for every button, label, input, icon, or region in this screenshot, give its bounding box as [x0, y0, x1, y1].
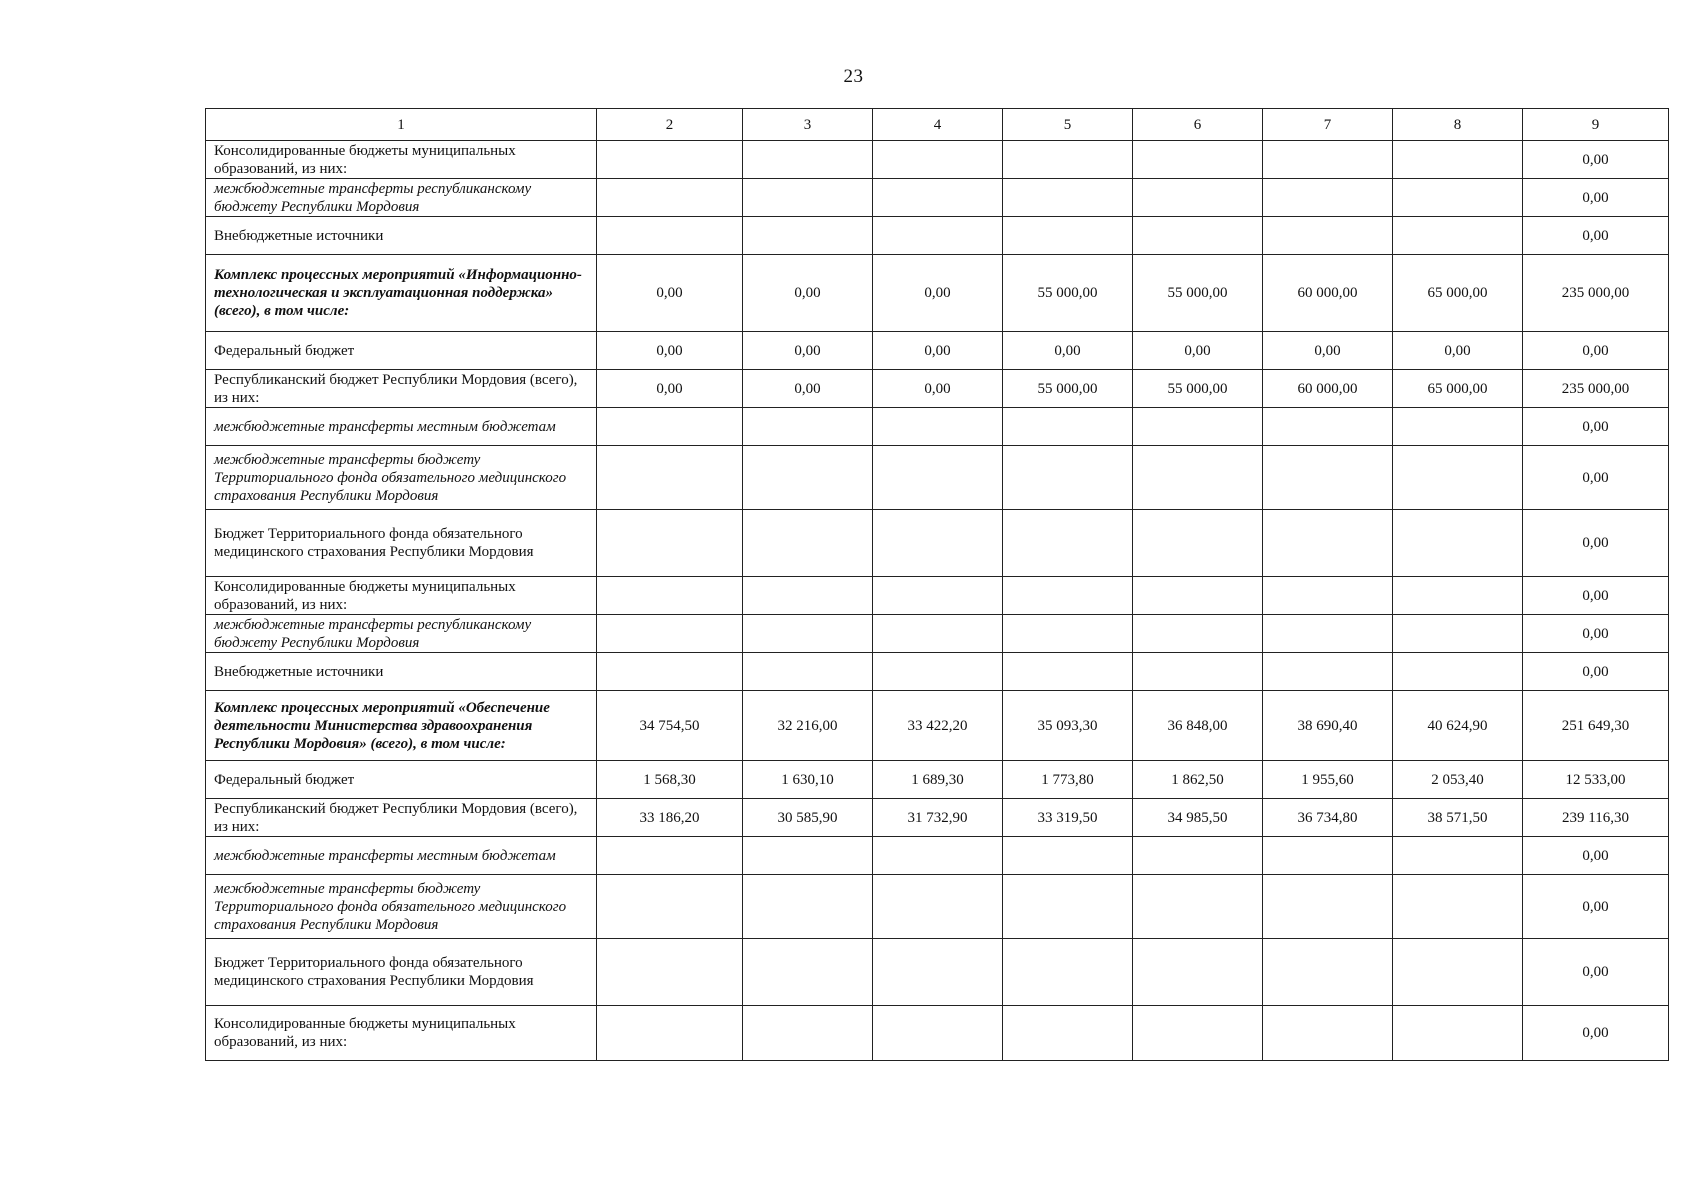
- value-cell-col-8: [1393, 837, 1523, 875]
- value-cell-col-8: [1393, 141, 1523, 179]
- table-row: [206, 939, 1669, 1006]
- value-cell-col-5: 0,00: [1003, 332, 1133, 370]
- column-header-9: 9: [1523, 109, 1669, 141]
- value-cell-col-9: 251 649,30: [1523, 691, 1669, 761]
- value-cell-col-8: [1393, 939, 1523, 1006]
- table-header: [206, 109, 1669, 141]
- value-cell-col-9: 0,00: [1523, 1006, 1669, 1061]
- row-label: межбюджетные трансферты республиканскому бюджету Республики Мордовия: [206, 179, 597, 217]
- value-cell-col-4: [873, 408, 1003, 446]
- value-cell-col-6: [1133, 615, 1263, 653]
- row-label: межбюджетные трансферты местным бюджетам: [206, 837, 597, 875]
- value-cell-col-3: [743, 217, 873, 255]
- value-cell-col-5: [1003, 837, 1133, 875]
- value-cell-col-5: [1003, 615, 1133, 653]
- value-cell-col-5: [1003, 179, 1133, 217]
- row-label: Федеральный бюджет: [206, 332, 597, 370]
- value-cell-col-6: 34 985,50: [1133, 799, 1263, 837]
- table-row: [206, 1006, 1669, 1061]
- table-row: [206, 577, 1669, 615]
- table-row: [206, 875, 1669, 939]
- value-cell-col-8: 65 000,00: [1393, 370, 1523, 408]
- value-cell-col-6: [1133, 446, 1263, 510]
- value-cell-col-4: [873, 446, 1003, 510]
- value-cell-col-7: [1263, 875, 1393, 939]
- column-header-7: 7: [1263, 109, 1393, 141]
- value-cell-col-7: [1263, 615, 1393, 653]
- table-row: [206, 370, 1669, 408]
- value-cell-col-3: [743, 577, 873, 615]
- value-cell-col-7: [1263, 217, 1393, 255]
- table-row: [206, 446, 1669, 510]
- value-cell-col-5: [1003, 577, 1133, 615]
- table-row: [206, 179, 1669, 217]
- budget-table: [205, 108, 1669, 1061]
- value-cell-col-2: [597, 408, 743, 446]
- value-cell-col-5: [1003, 446, 1133, 510]
- value-cell-col-8: [1393, 179, 1523, 217]
- value-cell-col-6: [1133, 510, 1263, 577]
- value-cell-col-4: [873, 837, 1003, 875]
- value-cell-col-2: 34 754,50: [597, 691, 743, 761]
- value-cell-col-5: [1003, 510, 1133, 577]
- value-cell-col-4: [873, 217, 1003, 255]
- value-cell-col-7: 38 690,40: [1263, 691, 1393, 761]
- value-cell-col-2: 0,00: [597, 255, 743, 332]
- value-cell-col-6: 55 000,00: [1133, 370, 1263, 408]
- value-cell-col-3: 0,00: [743, 332, 873, 370]
- value-cell-col-8: 2 053,40: [1393, 761, 1523, 799]
- value-cell-col-5: [1003, 653, 1133, 691]
- value-cell-col-9: 0,00: [1523, 408, 1669, 446]
- row-label: Бюджет Территориального фонда обязательного медицинского страхования Республики Мордовия: [206, 939, 597, 1006]
- value-cell-col-7: 60 000,00: [1263, 370, 1393, 408]
- row-label: Федеральный бюджет: [206, 761, 597, 799]
- value-cell-col-4: 31 732,90: [873, 799, 1003, 837]
- value-cell-col-3: [743, 408, 873, 446]
- value-cell-col-7: [1263, 446, 1393, 510]
- value-cell-col-6: 0,00: [1133, 332, 1263, 370]
- value-cell-col-6: [1133, 179, 1263, 217]
- table-body: [206, 141, 1669, 1061]
- value-cell-col-3: 0,00: [743, 255, 873, 332]
- table-row: [206, 615, 1669, 653]
- value-cell-col-5: [1003, 217, 1133, 255]
- value-cell-col-3: [743, 179, 873, 217]
- row-label: Республиканский бюджет Республики Мордовия (всего), из них:: [206, 799, 597, 837]
- value-cell-col-7: [1263, 141, 1393, 179]
- value-cell-col-5: [1003, 141, 1133, 179]
- column-header-8: 8: [1393, 109, 1523, 141]
- value-cell-col-2: [597, 837, 743, 875]
- value-cell-col-8: 40 624,90: [1393, 691, 1523, 761]
- value-cell-col-8: [1393, 217, 1523, 255]
- row-label: Внебюджетные источники: [206, 217, 597, 255]
- value-cell-col-4: [873, 939, 1003, 1006]
- value-cell-col-3: [743, 615, 873, 653]
- row-label: межбюджетные трансферты местным бюджетам: [206, 408, 597, 446]
- value-cell-col-8: [1393, 875, 1523, 939]
- value-cell-col-7: [1263, 408, 1393, 446]
- value-cell-col-8: 38 571,50: [1393, 799, 1523, 837]
- value-cell-col-6: [1133, 1006, 1263, 1061]
- value-cell-col-4: [873, 510, 1003, 577]
- value-cell-col-4: 33 422,20: [873, 691, 1003, 761]
- value-cell-col-8: [1393, 1006, 1523, 1061]
- row-label: Консолидированные бюджеты муниципальных образований, из них:: [206, 577, 597, 615]
- value-cell-col-2: [597, 653, 743, 691]
- value-cell-col-6: [1133, 653, 1263, 691]
- value-cell-col-7: [1263, 837, 1393, 875]
- row-label: Комплекс процессных мероприятий «Информационно-технологическая и эксплуатационная поддержка» (всего), в том числе:: [206, 255, 597, 332]
- value-cell-col-4: 1 689,30: [873, 761, 1003, 799]
- value-cell-col-9: 239 116,30: [1523, 799, 1669, 837]
- row-label: Консолидированные бюджеты муниципальных образований, из них:: [206, 141, 597, 179]
- value-cell-col-3: [743, 939, 873, 1006]
- value-cell-col-6: 55 000,00: [1133, 255, 1263, 332]
- value-cell-col-6: [1133, 939, 1263, 1006]
- table-row: [206, 799, 1669, 837]
- value-cell-col-3: [743, 141, 873, 179]
- value-cell-col-8: [1393, 408, 1523, 446]
- value-cell-col-2: [597, 141, 743, 179]
- value-cell-col-6: [1133, 408, 1263, 446]
- row-label: Республиканский бюджет Республики Мордовия (всего), из них:: [206, 370, 597, 408]
- table-row: [206, 691, 1669, 761]
- value-cell-col-7: 36 734,80: [1263, 799, 1393, 837]
- value-cell-col-3: [743, 1006, 873, 1061]
- value-cell-col-2: [597, 939, 743, 1006]
- value-cell-col-2: [597, 510, 743, 577]
- value-cell-col-9: 0,00: [1523, 653, 1669, 691]
- value-cell-col-4: 0,00: [873, 370, 1003, 408]
- row-label: межбюджетные трансферты бюджету Территориального фонда обязательного медицинского страхования Республики Мордовия: [206, 875, 597, 939]
- value-cell-col-7: [1263, 577, 1393, 615]
- table-row: [206, 332, 1669, 370]
- value-cell-col-9: 0,00: [1523, 875, 1669, 939]
- page-number: 23: [843, 66, 864, 87]
- value-cell-col-7: [1263, 939, 1393, 1006]
- value-cell-col-2: [597, 179, 743, 217]
- value-cell-col-2: [597, 217, 743, 255]
- value-cell-col-3: 32 216,00: [743, 691, 873, 761]
- value-cell-col-9: 0,00: [1523, 939, 1669, 1006]
- value-cell-col-9: 0,00: [1523, 179, 1669, 217]
- value-cell-col-3: [743, 446, 873, 510]
- value-cell-col-6: [1133, 141, 1263, 179]
- value-cell-col-2: 1 568,30: [597, 761, 743, 799]
- table-row: [206, 217, 1669, 255]
- value-cell-col-9: 0,00: [1523, 446, 1669, 510]
- value-cell-col-7: [1263, 653, 1393, 691]
- column-header-3: 3: [743, 109, 873, 141]
- value-cell-col-8: [1393, 510, 1523, 577]
- value-cell-col-4: 0,00: [873, 332, 1003, 370]
- value-cell-col-9: 0,00: [1523, 332, 1669, 370]
- column-header-6: 6: [1133, 109, 1263, 141]
- value-cell-col-4: [873, 141, 1003, 179]
- value-cell-col-2: 0,00: [597, 370, 743, 408]
- value-cell-col-5: 55 000,00: [1003, 370, 1133, 408]
- value-cell-col-5: [1003, 408, 1133, 446]
- table-row: [206, 141, 1669, 179]
- value-cell-col-2: [597, 1006, 743, 1061]
- table-row: [206, 510, 1669, 577]
- table-row: [206, 761, 1669, 799]
- value-cell-col-3: [743, 653, 873, 691]
- value-cell-col-8: [1393, 577, 1523, 615]
- value-cell-col-8: [1393, 653, 1523, 691]
- value-cell-col-9: 0,00: [1523, 837, 1669, 875]
- value-cell-col-3: [743, 510, 873, 577]
- value-cell-col-8: [1393, 615, 1523, 653]
- value-cell-col-4: [873, 179, 1003, 217]
- row-label: межбюджетные трансферты республиканскому бюджету Республики Мордовия: [206, 615, 597, 653]
- value-cell-col-7: 60 000,00: [1263, 255, 1393, 332]
- value-cell-col-5: [1003, 875, 1133, 939]
- value-cell-col-6: 1 862,50: [1133, 761, 1263, 799]
- value-cell-col-7: 1 955,60: [1263, 761, 1393, 799]
- value-cell-col-4: [873, 653, 1003, 691]
- value-cell-col-9: 0,00: [1523, 510, 1669, 577]
- value-cell-col-5: 35 093,30: [1003, 691, 1133, 761]
- value-cell-col-3: [743, 875, 873, 939]
- value-cell-col-4: [873, 1006, 1003, 1061]
- value-cell-col-3: 30 585,90: [743, 799, 873, 837]
- value-cell-col-2: [597, 875, 743, 939]
- value-cell-col-7: [1263, 179, 1393, 217]
- value-cell-col-6: [1133, 837, 1263, 875]
- table-row: [206, 408, 1669, 446]
- table-row: [206, 653, 1669, 691]
- header-row: [206, 109, 1669, 141]
- row-label: межбюджетные трансферты бюджету Территориального фонда обязательного медицинского страхования Республики Мордовия: [206, 446, 597, 510]
- value-cell-col-7: [1263, 1006, 1393, 1061]
- column-header-5: 5: [1003, 109, 1133, 141]
- value-cell-col-9: 0,00: [1523, 577, 1669, 615]
- table-row: [206, 255, 1669, 332]
- value-cell-col-6: [1133, 875, 1263, 939]
- value-cell-col-9: 0,00: [1523, 615, 1669, 653]
- value-cell-col-2: [597, 577, 743, 615]
- row-label: Комплекс процессных мероприятий «Обеспечение деятельности Министерства здравоохранения Республики Мордовия» (всего), в том числе:: [206, 691, 597, 761]
- value-cell-col-7: 0,00: [1263, 332, 1393, 370]
- value-cell-col-3: 1 630,10: [743, 761, 873, 799]
- row-label: Бюджет Территориального фонда обязательного медицинского страхования Республики Мордовия: [206, 510, 597, 577]
- column-header-1: 1: [206, 109, 597, 141]
- value-cell-col-9: 0,00: [1523, 141, 1669, 179]
- row-label: Консолидированные бюджеты муниципальных образований, из них:: [206, 1006, 597, 1061]
- value-cell-col-7: [1263, 510, 1393, 577]
- value-cell-col-9: 235 000,00: [1523, 255, 1669, 332]
- value-cell-col-5: 55 000,00: [1003, 255, 1133, 332]
- value-cell-col-2: [597, 446, 743, 510]
- value-cell-col-8: 65 000,00: [1393, 255, 1523, 332]
- value-cell-col-3: [743, 837, 873, 875]
- column-header-2: 2: [597, 109, 743, 141]
- value-cell-col-5: 1 773,80: [1003, 761, 1133, 799]
- value-cell-col-4: [873, 875, 1003, 939]
- value-cell-col-4: [873, 577, 1003, 615]
- value-cell-col-5: [1003, 1006, 1133, 1061]
- table-row: [206, 837, 1669, 875]
- value-cell-col-9: 235 000,00: [1523, 370, 1669, 408]
- value-cell-col-2: 33 186,20: [597, 799, 743, 837]
- value-cell-col-6: [1133, 577, 1263, 615]
- value-cell-col-6: 36 848,00: [1133, 691, 1263, 761]
- value-cell-col-5: 33 319,50: [1003, 799, 1133, 837]
- value-cell-col-5: [1003, 939, 1133, 1006]
- value-cell-col-4: 0,00: [873, 255, 1003, 332]
- row-label: Внебюджетные источники: [206, 653, 597, 691]
- value-cell-col-4: [873, 615, 1003, 653]
- value-cell-col-9: 0,00: [1523, 217, 1669, 255]
- column-header-4: 4: [873, 109, 1003, 141]
- value-cell-col-9: 12 533,00: [1523, 761, 1669, 799]
- value-cell-col-2: 0,00: [597, 332, 743, 370]
- value-cell-col-6: [1133, 217, 1263, 255]
- value-cell-col-2: [597, 615, 743, 653]
- value-cell-col-8: [1393, 446, 1523, 510]
- value-cell-col-8: 0,00: [1393, 332, 1523, 370]
- value-cell-col-3: 0,00: [743, 370, 873, 408]
